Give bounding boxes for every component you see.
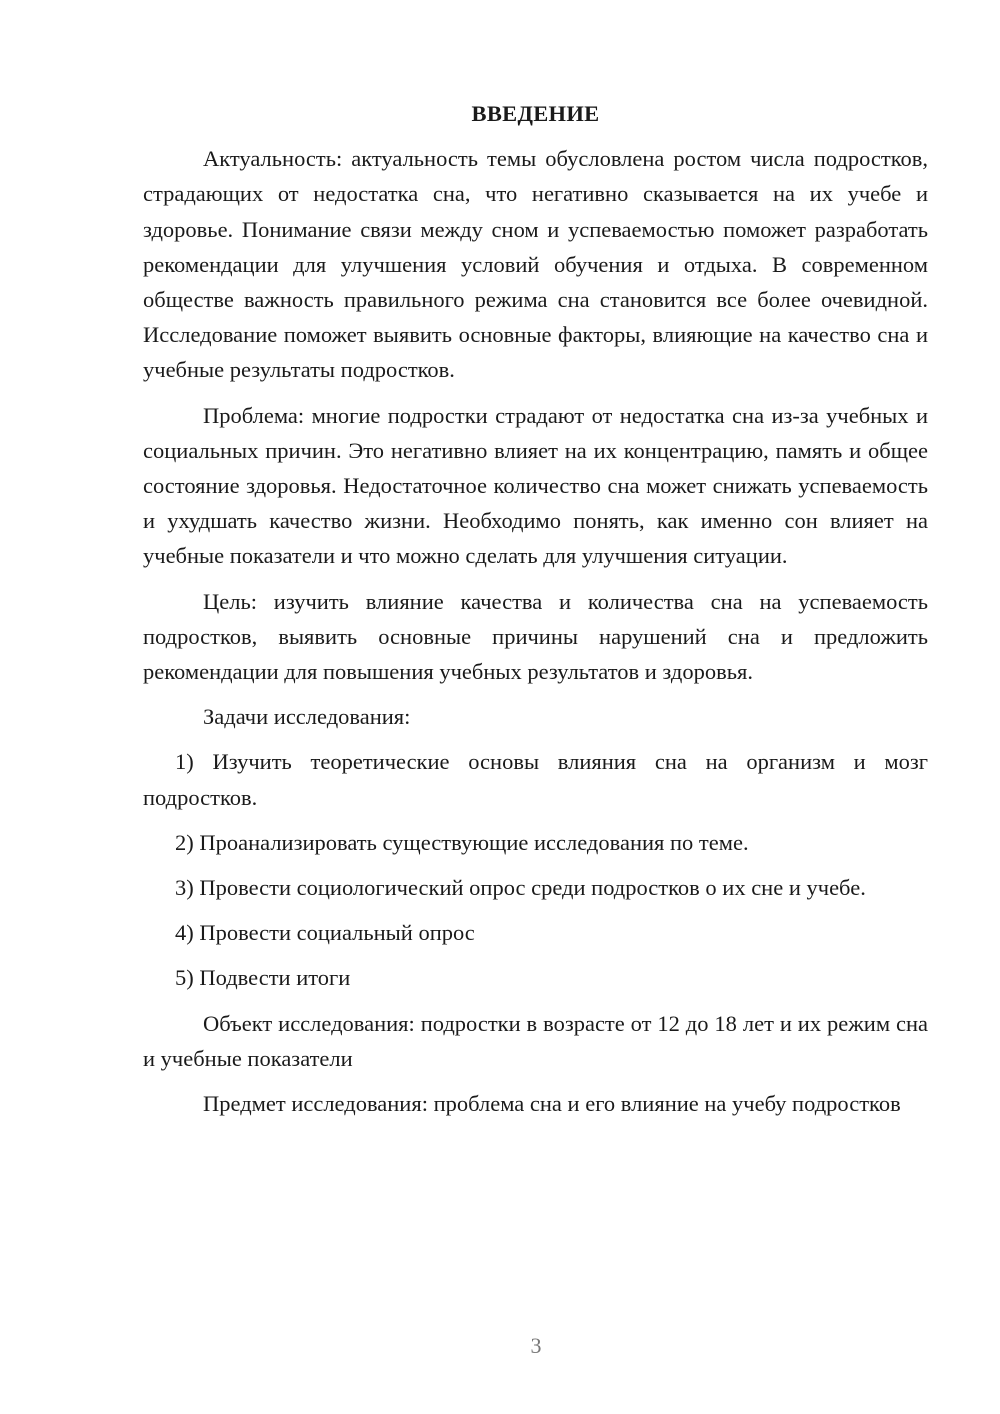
task-item-5: 5) Подвести итоги <box>175 965 351 991</box>
relevance-paragraph: Актуальность: актуальность темы обусловлена ростом числа подростков, страдающих от недостатка сна, что негативно сказывается на их учебе и здоровье. Понимание связи между сном и успеваемостью поможет разработать рекомендации для улучшения условий обучения и отдыха. В современном обществе важность правильного режима сна становится все более очевидной. Исследование поможет выявить основные факторы, влияющие на качество сна и учебные результаты подростков. <box>143 146 928 383</box>
document-page <box>143 96 928 1131</box>
subject-paragraph: Предмет исследования: проблема сна и его влияние на учебу подростков <box>203 1091 901 1117</box>
task-item-2: 2) Проанализировать существующие исследования по теме. <box>175 829 749 855</box>
tasks-label: Задачи исследования: <box>203 704 411 730</box>
problem-paragraph: Проблема: многие подростки страдают от недостатка сна из-за учебных и социальных причин. Это негативно влияет на их концентрацию, память и общее состояние здоровья. Недостаточное количество сна может снижать успеваемость и ухудшать качество жизни. Необходимо понять, как именно сон влияет на учебные показатели и что можно сделать для улучшения ситуации. <box>143 402 928 569</box>
page-number: 3 <box>530 1333 542 1358</box>
object-paragraph: Объект исследования: подростки в возрасте от 12 до 18 лет и их режим сна и учебные показатели <box>143 1010 928 1071</box>
section-heading: ВВЕДЕНИЕ <box>471 101 600 126</box>
task-item-4: 4) Провести социальный опрос <box>175 920 475 946</box>
goal-paragraph: Цель: изучить влияние качества и количества сна на успеваемость подростков, выявить основные причины нарушений сна и предложить рекомендации для повышения учебных результатов и здоровья. <box>143 588 928 685</box>
task-item-1: 1) Изучить теоретические основы влияния сна на организм и мозг подростков. <box>143 749 928 810</box>
task-item-3: 3) Провести социологический опрос среди подростков о их сне и учебе. <box>175 875 866 901</box>
